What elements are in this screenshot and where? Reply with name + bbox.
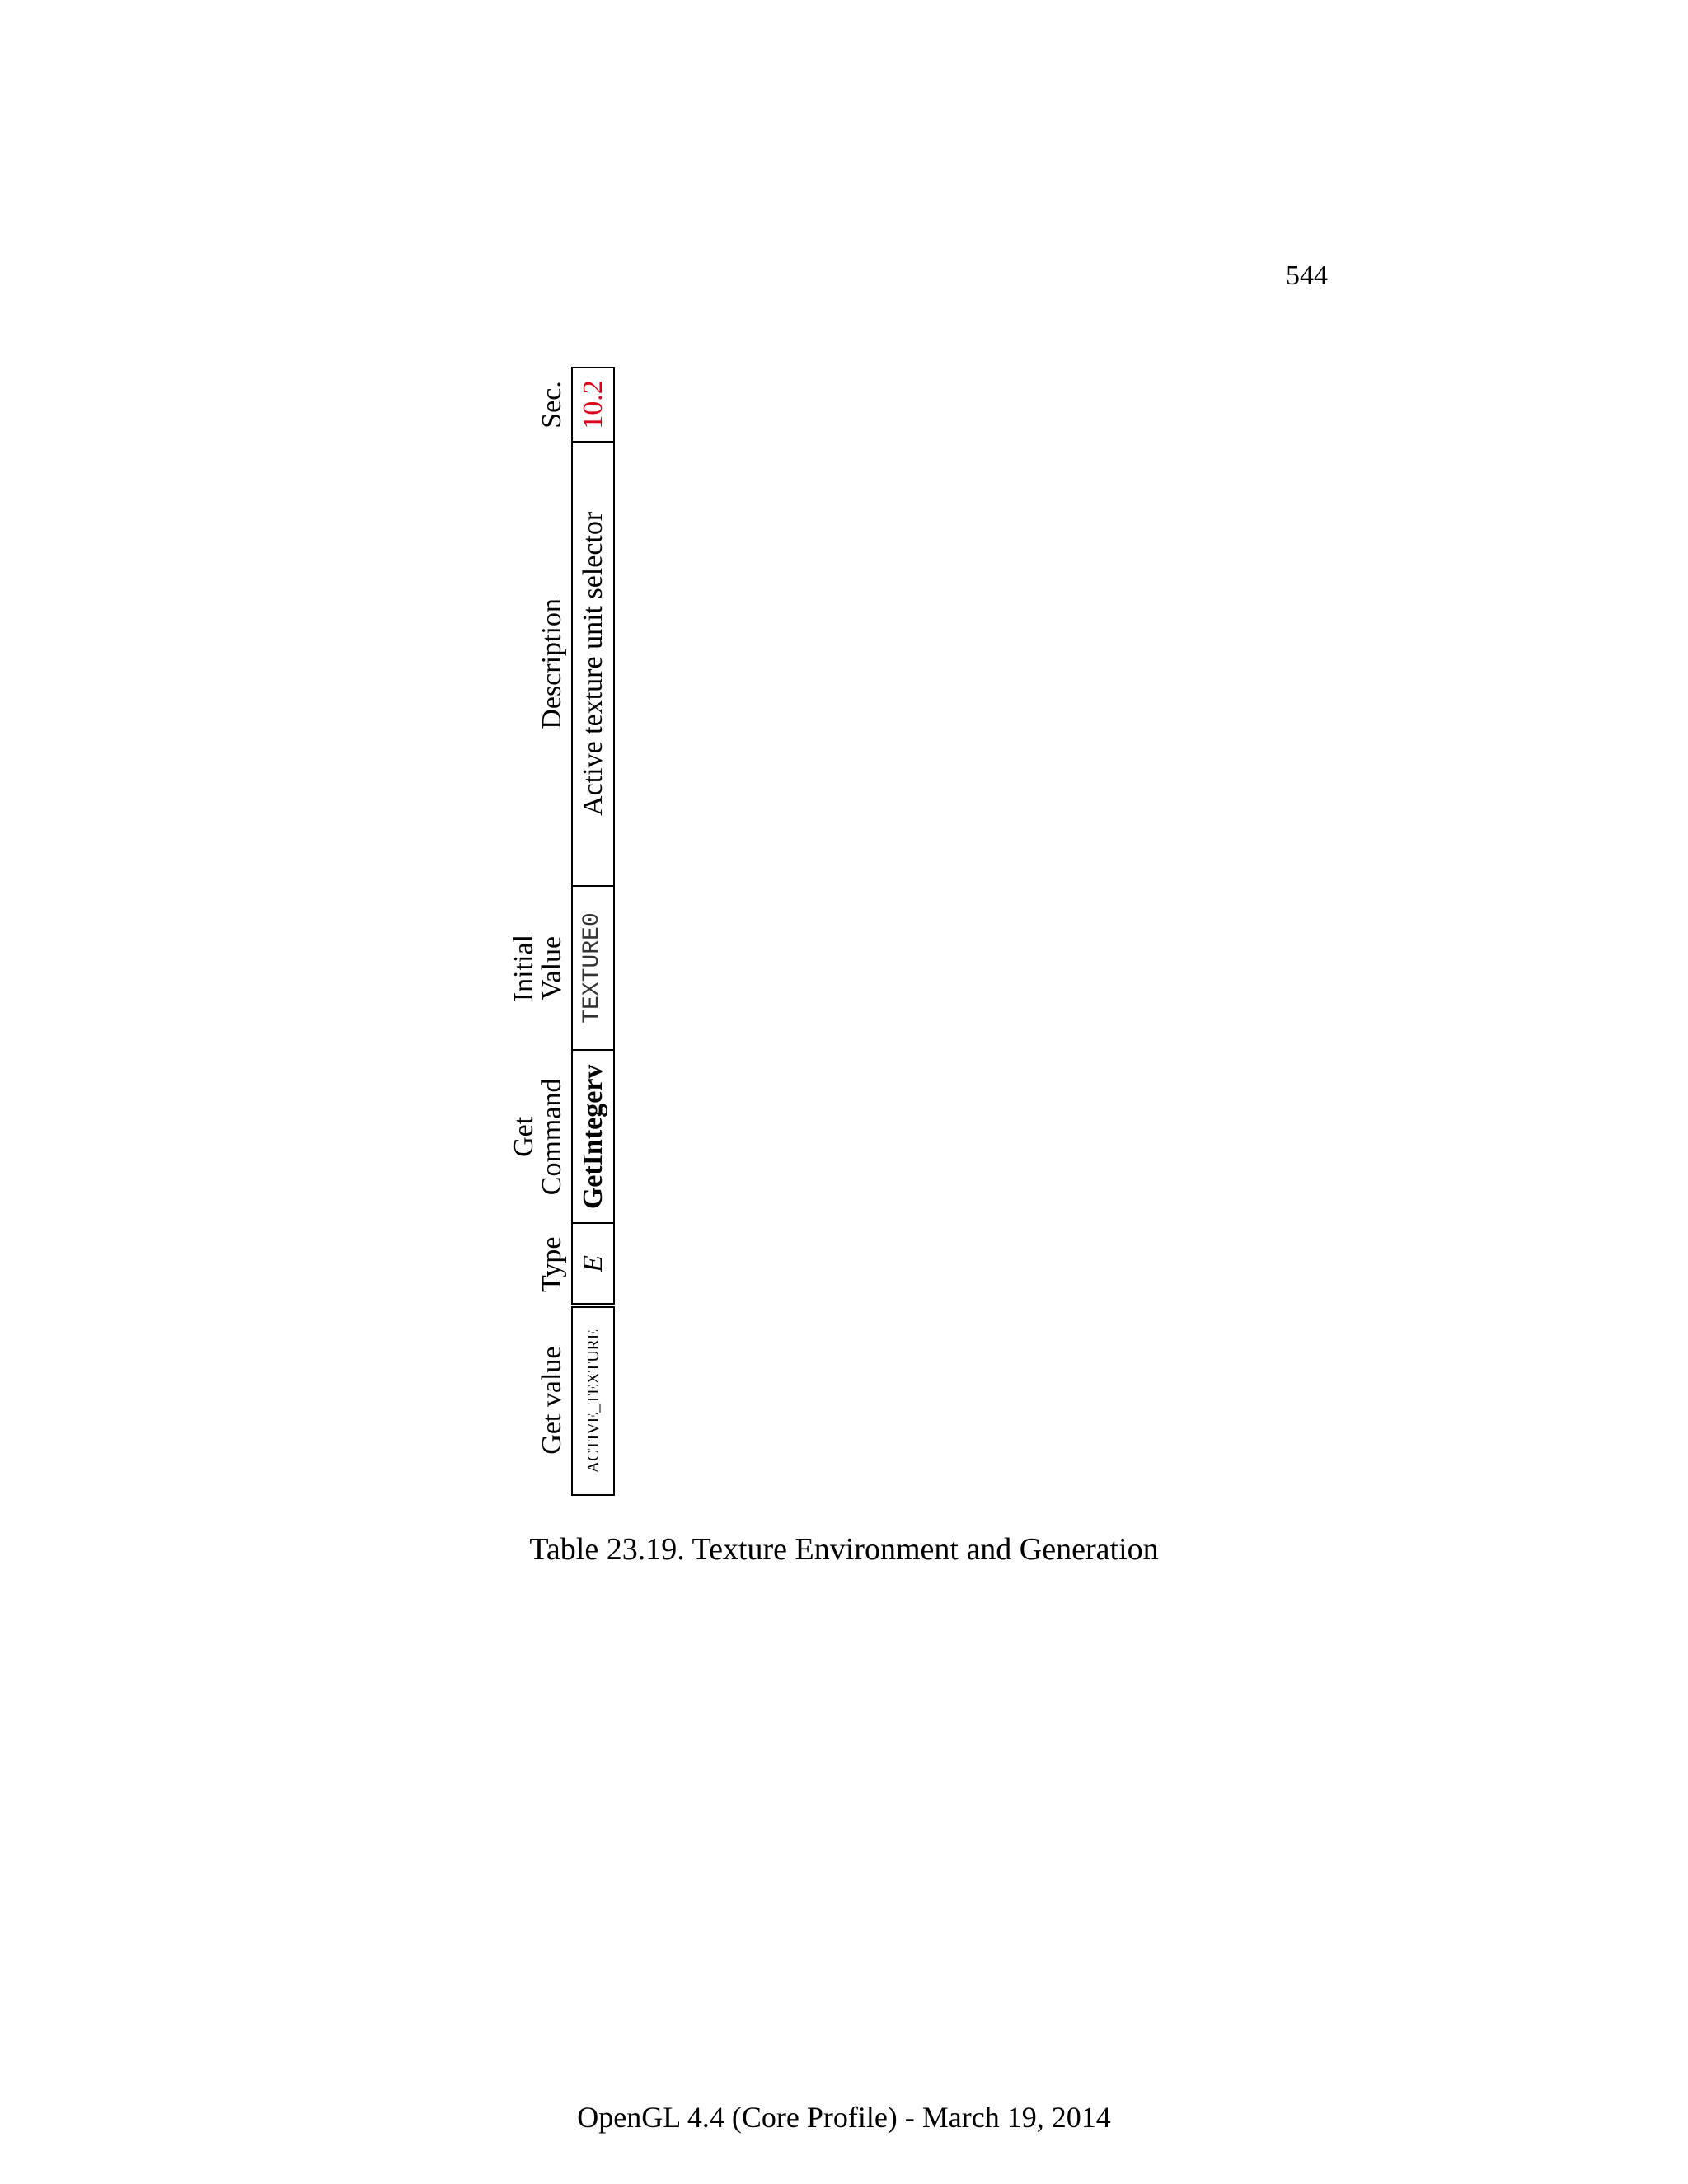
state-table bbox=[507, 367, 615, 1496]
cell-description: Active texture unit selector bbox=[572, 442, 614, 886]
page-footer: OpenGL 4.4 (Core Profile) - March 19, 2014 bbox=[577, 2101, 1111, 2134]
header-get-command-line1: Get bbox=[509, 1116, 539, 1157]
table-header-row bbox=[507, 368, 572, 1495]
page-number: 544 bbox=[1286, 260, 1328, 291]
header-description: Description bbox=[537, 598, 567, 729]
header-type: Type bbox=[537, 1236, 567, 1293]
header-get-command-line2: Command bbox=[537, 1078, 567, 1196]
header-get-value: Get value bbox=[537, 1346, 567, 1455]
header-get-command bbox=[507, 1050, 572, 1223]
header-section: Sec. bbox=[537, 381, 567, 429]
cell-get-value: ACTIVE_TEXTURE bbox=[572, 1305, 614, 1495]
header-initial-value-line2: Value bbox=[537, 935, 567, 1001]
table-caption: Table 23.19. Texture Environment and Generation bbox=[529, 1532, 1159, 1567]
section-link[interactable]: 10.2 bbox=[572, 368, 614, 442]
header-initial-value bbox=[507, 886, 572, 1051]
header-initial-value-line1: Initial bbox=[509, 934, 539, 1002]
table-row bbox=[572, 368, 614, 1495]
cell-get-command: GetIntegerv bbox=[572, 1050, 614, 1223]
cell-type: E bbox=[572, 1223, 614, 1305]
rotated-state-table-container bbox=[507, 367, 878, 1496]
cell-initial-value: TEXTURE0 bbox=[572, 886, 614, 1051]
